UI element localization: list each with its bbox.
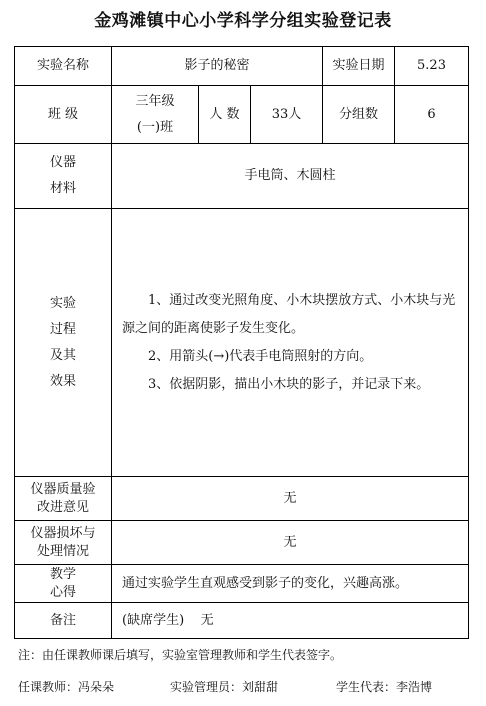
equipment-quality-value: 无: [112, 477, 469, 521]
experiment-register-table: [14, 46, 469, 639]
experiment-name-value: 影子的秘密: [112, 47, 323, 86]
student-rep-signature: 学生代表：李浩博: [336, 680, 433, 694]
process-paragraph-3: 3、依据阴影，描出小木块的影子，并记录下来。: [148, 376, 430, 392]
equipment-quality-label-line1: 仪器质量验: [30, 481, 96, 497]
equipment-damage-value: 无: [112, 521, 469, 565]
student-count-value: 33人: [251, 86, 323, 144]
student-count-label: 人 数: [199, 86, 251, 144]
row-teaching-reflection: [15, 565, 469, 603]
teaching-reflection-label-line1: 教学: [49, 566, 76, 582]
process-content: [112, 209, 469, 477]
experiment-date-value: 5.23: [395, 47, 469, 86]
equipment-damage-label-line1: 仪器损坏与: [30, 525, 96, 541]
teaching-reflection-label-line2: 心得: [49, 584, 76, 600]
process-label-line1: 实验: [49, 295, 76, 311]
teaching-reflection-label: [15, 565, 112, 603]
footer-note: 注：由任课教师课后填写，实验室管理教师和学生代表签字。: [18, 648, 343, 662]
class-value: [112, 86, 199, 144]
class-value-line2: (一)班: [136, 119, 174, 135]
experiment-name-label: 实验名称: [15, 47, 112, 86]
process-label-line3: 及其: [49, 347, 76, 363]
materials-value: 手电筒、木圆柱: [112, 144, 469, 209]
process-label-line2: 过程: [49, 321, 76, 337]
materials-label: [15, 144, 112, 209]
group-count-value: 6: [395, 86, 469, 144]
equipment-damage-label-line2: 处理情况: [36, 543, 89, 559]
equipment-quality-label: [15, 477, 112, 521]
group-count-label: 分组数: [323, 86, 395, 144]
row-materials: [15, 144, 469, 209]
class-value-line1: 三年级: [135, 93, 175, 109]
class-label: 班 级: [15, 86, 112, 144]
remarks-label: 备注: [15, 603, 112, 639]
remarks-value: (缺席学生) 无: [112, 603, 469, 639]
materials-label-line1: 仪器: [49, 155, 76, 170]
teacher-signature: 任课教师：冯朵朵: [18, 680, 115, 694]
materials-label-line2: 材料: [49, 181, 76, 196]
row-experiment-name: [15, 47, 469, 86]
process-label-line4: 效果: [49, 373, 76, 389]
lab-manager-signature: 实验管理员：刘甜甜: [170, 680, 279, 694]
process-paragraph-2: 2、用箭头(→)代表手电筒照射的方向。: [148, 348, 373, 364]
equipment-damage-label: [15, 521, 112, 565]
row-class: [15, 86, 469, 144]
teaching-reflection-value: 通过实验学生直观感受到影子的变化，兴趣高涨。: [112, 565, 469, 603]
process-label: [15, 209, 112, 477]
row-remarks: [15, 603, 469, 639]
row-equipment-quality: [15, 477, 469, 521]
row-equipment-damage: [15, 521, 469, 565]
equipment-quality-label-line2: 改进意见: [36, 499, 89, 515]
form-title: 金鸡滩镇中心小学科学分组实验登记表: [94, 11, 392, 31]
experiment-date-label: 实验日期: [323, 47, 395, 86]
row-process: [15, 209, 469, 477]
process-paragraph-1: 1、通过改变光照角度、小木块摆放方式、小木块与光源之间的距离使影子发生变化。: [122, 292, 456, 336]
